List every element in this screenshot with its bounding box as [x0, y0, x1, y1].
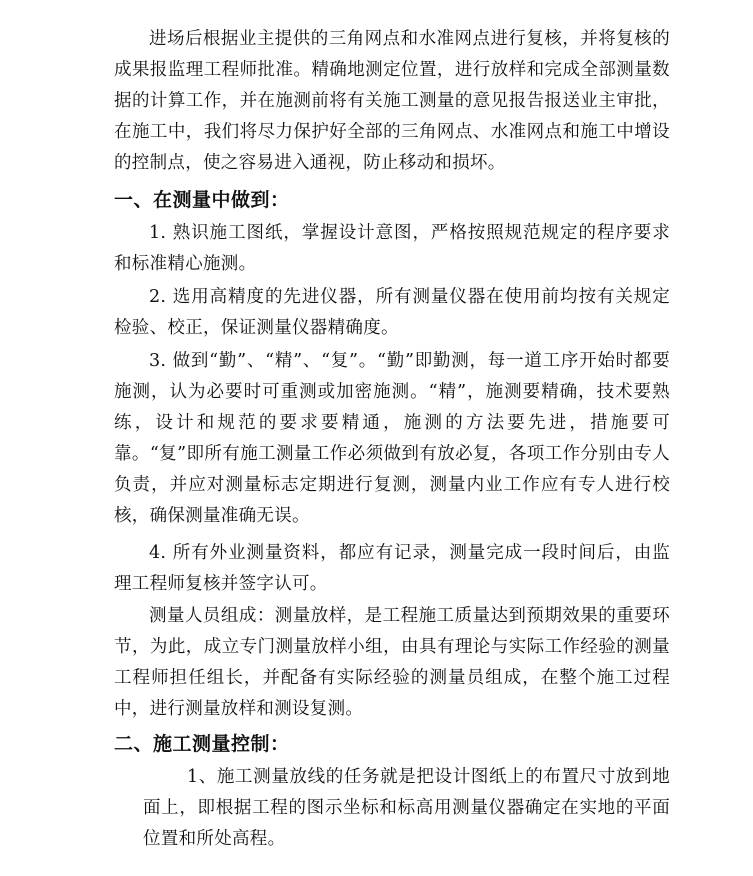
section-1-heading: 一、在测量中做到：: [114, 189, 290, 211]
section-1-item-4: 4. 所有外业测量资料，都应有记录，测量完成一段时间后，由监理工程师复核并签字认可。: [114, 543, 670, 594]
section-1-item-2: 2. 选用高精度的先进仪器，所有测量仪器在使用前均按有关规定检验、校正，保证测量仪器精确度。: [114, 287, 670, 338]
section-2-heading: 二、施工测量控制：: [114, 733, 290, 755]
intro-paragraph: 进场后根据业主提供的三角网点和水准网点进行复核，并将复核的成果报监理工程师批准。精确地测定位置，进行放样和完成全部测量数据的计算工作，并在施测前将有关施工测量的意见报告报送业主审批，在施工中，我们将尽力保护好全部的三角网点、水准网点和施工中增设的控制点，使之容易进入通视，防止移动和损坏。: [114, 29, 670, 173]
staff-paragraph: 测量人员组成：测量放样，是工程施工质量达到预期效果的重要环节，为此，成立专门测量放样小组，由具有理论与实际工作经验的测量工程师担任组长，并配备有实际经验的测量员组成，在整个施工过程中，进行测量放样和测设复测。: [114, 606, 670, 719]
section-1-item-1: 1. 熟识施工图纸，掌握设计意图，严格按照规范规定的程序要求和标准精心施测。: [114, 223, 670, 274]
section-2-item-1: 1、施工测量放线的任务就是把设计图纸上的布置尺寸放到地面上，即根据工程的图示坐标和标高用测量仪器确定在实地的平面位置和所处高程。: [143, 767, 670, 849]
section-1-item-3: 3. 做到“勤”、“精”、“复”。“勤”即勤测，每一道工序开始时都要施测，认为必要时可重测或加密施测。“精”，施测要精确，技术要熟练，设计和规范的要求要精通，施测的方法要先进，措施要可靠。“复”即所有施工测量工作必须做到有放必复，各项工作分别由专人负责，并应对测量标志定期进行复测，测量内业工作应有专人进行校核，确保测量准确无误。: [114, 351, 670, 526]
